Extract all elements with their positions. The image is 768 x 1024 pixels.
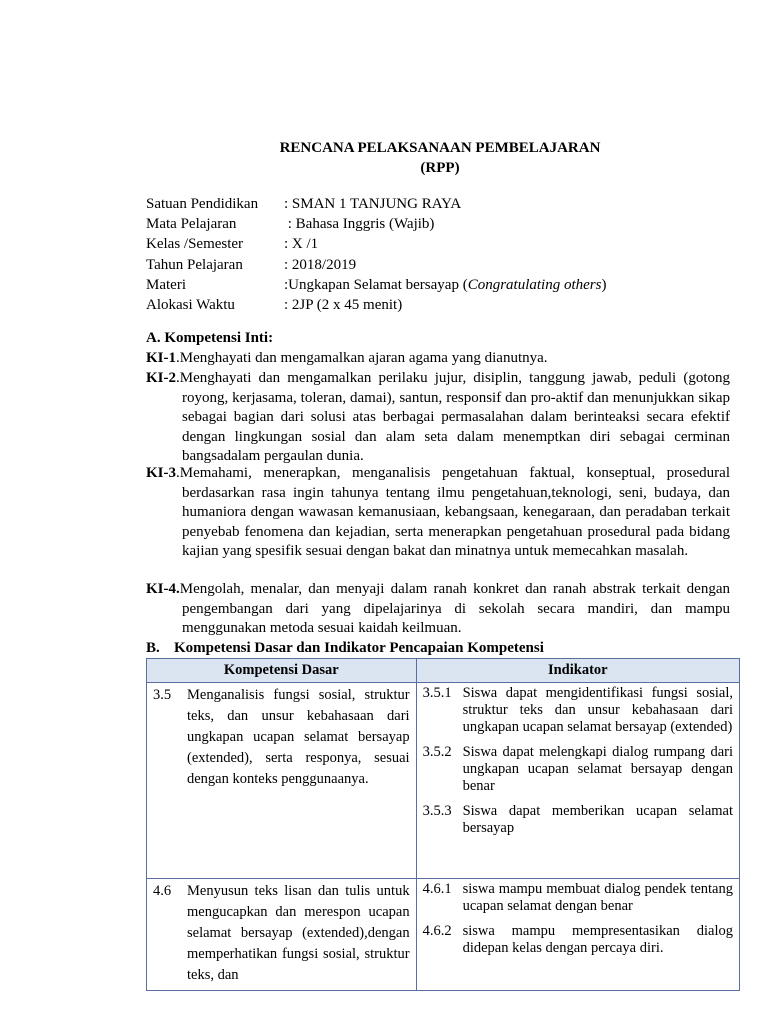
section-b-number: B. [146, 640, 160, 656]
kd-number: 3.5 [153, 687, 172, 703]
table-row [147, 683, 740, 879]
indicator-item [423, 881, 733, 915]
indicator-number: 4.6.2 [422, 923, 452, 939]
kd-cell [147, 683, 417, 879]
indicator-text: siswa mampu membuat dialog pendek tentang ucapan selamat dengan benar [462, 881, 733, 914]
kd-number: 4.6 [153, 883, 172, 899]
meta-row [146, 214, 606, 234]
indicator-item [423, 803, 733, 837]
ki-rest: berdasarkan rasa ingin tahunya tentang ilmu pengetahuan,teknologi, seni, budaya, dan humaniora dengan wawasan kemanusiaan, kebangsaan, kenegaraan, dan peradaban terkait penyebab fenomena dan kejadian, serta menerapkan pengetahuan prosedural pada bidang kajian yang spesifik sesuai dengan bakat dan minatnya untuk memecahkan masalah. [182, 484, 730, 560]
meta-label: Materi [146, 276, 186, 293]
meta-row [146, 234, 606, 254]
ki-code: KI-3 [146, 465, 176, 481]
meta-label: Tahun Pelajaran [146, 256, 243, 273]
indicator-item [423, 685, 733, 736]
kd-text: Menganalisis fungsi sosial, struktur teks, dan unsur kebahasaan dari ungkapan ucapan selamat bersayap (extended), serta responya, sesuai dengan konteks penggunaanya. [187, 687, 410, 787]
indicator-number: 3.5.3 [422, 803, 452, 819]
kd-cell [147, 879, 417, 991]
meta-value-pre: :Ungkapan Selamat bersayap ( [284, 276, 468, 293]
meta-label: Kelas /Semester [146, 236, 244, 253]
ki-paragraph [146, 369, 730, 467]
section-b-heading [146, 640, 544, 657]
meta-value: : X /1 [284, 236, 319, 253]
competency-table [146, 658, 740, 991]
indicator-cell [416, 683, 739, 879]
ki-paragraph [146, 464, 730, 562]
indicator-text: Siswa dapat mengidentifikasi fungsi sosial, struktur teks dan unsur kebahasaan dari ungkapan ucapan selamat bersayap (extended) [462, 685, 733, 735]
indicator-number: 4.6.1 [422, 881, 452, 897]
header-kompetensi-dasar: Kompetensi Dasar [147, 659, 417, 683]
title-line-2: (RPP) [420, 160, 460, 176]
meta-label: Mata Pelajaran [146, 216, 237, 233]
section-a-heading: A. Kompetensi Inti: [146, 330, 274, 346]
ki-first-line: .Menghayati dan mengamalkan ajaran agama yang dianutnya. [176, 350, 548, 366]
meta-row [146, 275, 606, 295]
ki-code: KI-1 [146, 350, 176, 366]
meta-value-italic: Congratulating others [467, 276, 602, 293]
meta-label: Alokasi Waktu [146, 297, 235, 314]
indicator-number: 3.5.2 [422, 744, 452, 760]
meta-value: : SMAN 1 TANJUNG RAYA [284, 196, 462, 212]
meta-value: : Bahasa Inggris (Wajib) [284, 216, 435, 233]
indicator-cell [416, 879, 739, 991]
meta-label: Satuan Pendidikan [146, 196, 259, 212]
meta-row [146, 295, 606, 315]
ki-paragraph [146, 349, 730, 369]
table-header-row [147, 659, 740, 683]
meta-value [284, 275, 606, 295]
indicator-text: siswa mampu mempresentasikan dialog didepan kelas dengan percaya diri. [462, 923, 733, 956]
meta-row [146, 194, 606, 214]
meta-value-post: ) [601, 276, 607, 293]
ki-paragraph [146, 580, 730, 639]
indicator-text: Siswa dapat memberikan ucapan selamat bersayap [462, 803, 733, 836]
indicator-item [423, 923, 733, 957]
ki-first-line: .Menghayati dan mengamalkan perilaku jujur, disiplin, tanggung jawab, peduli (gotong [176, 370, 730, 386]
meta-value: : 2JP (2 x 45 menit) [284, 297, 403, 314]
identity-block [146, 194, 606, 315]
ki-code: KI-4. [146, 581, 180, 597]
ki-code: KI-2 [146, 370, 176, 386]
section-b-text: Kompetensi Dasar dan Indikator Pencapaian Kompetensi [174, 640, 544, 656]
header-indikator: Indikator [416, 659, 739, 683]
indicator-item [423, 744, 733, 795]
table-row [147, 879, 740, 991]
ki-rest: royong, kerjasama, toleran, damai), santun, responsif dan pro-aktif dan menunjukkan sikap sebagai bagian dari solusi atas berbagai permasalahan dalam berinteaksi secara efektif dengan lingkungan sosial dan alam seta dalam menemptkan diri sebagai cerminan bangsadalam pergaulan dunia. [182, 389, 730, 465]
ki-rest: pengembangan dari yang dipelajarinya di sekolah secara mandiri, dan mampu menggunakan metoda sesuai kaidah keilmuan. [182, 600, 730, 637]
meta-value: : 2018/2019 [284, 256, 357, 273]
document-title [0, 138, 768, 178]
ki-first-line: Mengolah, menalar, dan menyaji dalam ranah konkret dan ranah abstrak terkait dengan [179, 581, 730, 597]
title-line-1: RENCANA PELAKSANAAN PEMBELAJARAN [279, 140, 601, 156]
indicator-text: Siswa dapat melengkapi dialog rumpang dari ungkapan ucapan selamat bersayap dengan benar [462, 744, 733, 794]
meta-row [146, 255, 606, 275]
kd-text: Menyusun teks lisan dan tulis untuk mengucapkan dan merespon ucapan selamat bersayap (extended),dengan memperhatikan fungsi sosial, struktur teks, dan [187, 883, 410, 983]
indicator-number: 3.5.1 [422, 685, 452, 701]
ki-first-line: .Memahami, menerapkan, menganalisis pengetahuan faktual, konseptual, prosedural [176, 465, 730, 481]
